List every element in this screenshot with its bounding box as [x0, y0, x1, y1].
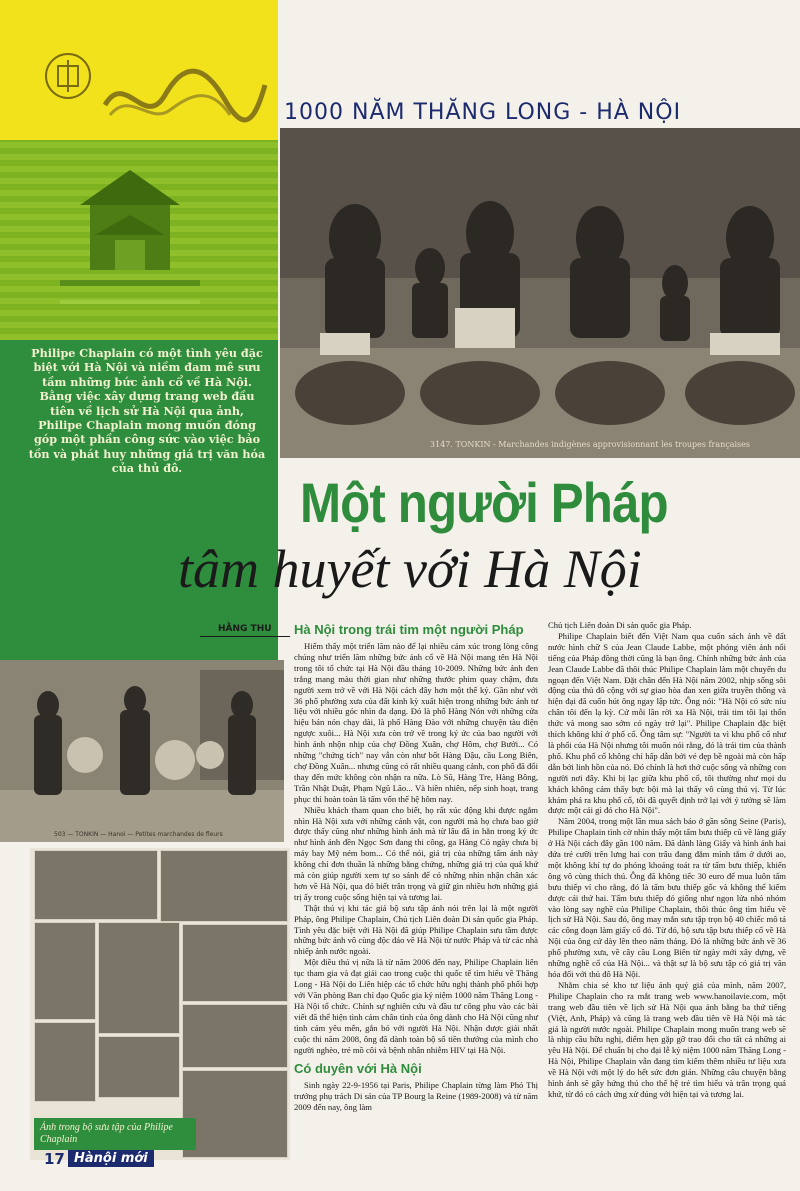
temple-of-literature-image — [60, 160, 200, 330]
author-byline: HẰNG THU — [218, 624, 272, 634]
byline-rule — [200, 636, 290, 637]
collage-caption: Ảnh trong bộ sưu tập của Philipe Chaplain — [34, 1118, 196, 1150]
hanoi-1000-years-logo-icon — [44, 52, 92, 100]
article-paragraph: Một điều thú vị nữa là từ năm 2006 đến nay, Philipe Chaplain liên tục tham gia và đạt giải cao trong cuộc thi quốc tế tìm hiểu về Thăng Long - Hà Nội do Liên hiệp các tổ chức hữu nghị thành phố phối hợp với Văn phòng Ban chỉ đạo Quốc gia kỷ niệm 1000 năm Thăng Long - Hà Nội tổ chức. Chính sự nghiên cứu và đầu tư công phu vào các bài viết đã thể hiện tình cảm chân tình của ông dành cho Hà Nội cũng như tình cảm yêu mến, gắn bó với người Hà Nội. Nhận được giải nhất cuộc thi năm 2008, ông đã dành toàn bộ số tiền thưởng của mình cho người nghèo, trẻ mồ côi và bệnh nhân nhiễm HIV tại Hà Nội. — [294, 957, 538, 1055]
collage-photo — [34, 922, 96, 1020]
flowers-photo-caption: 503 — TONKIN — Hanoi — Petites marchandes de fleurs — [54, 831, 223, 838]
collage-photo — [182, 1004, 288, 1068]
postcard-collage — [30, 848, 290, 1160]
headline-line-2: tâm huyết với Hà Nội — [178, 539, 642, 599]
collage-photo — [182, 1070, 288, 1158]
article-column-1 — [294, 620, 538, 1113]
article-paragraph: Năm 2004, trong một lần mua sách báo ở gần sông Seine (Paris), Philipe Chaplain tình cờ nhìn thấy một tấm bưu thiếp cũ về làng giấy ở Hà Nội cách đây gần 100 năm. Đã dành làng Giấy và hình ảnh hai đứa trẻ cưỡi trên lưng hai con trâu đang đắm mình tắm ở dưới ao, một không khí tự do phóng khoáng toát ra từ tấm bưu thiếp, khiến ông vô cùng thích thú. Ông đã không tiếc 30 euro để mua luôn tấm bưu thiếp ví cho rằng, đó là tấm bưu thiếp gốc và không thể kiếm được cái thứ hai. Tấm bưu thiếp đó giống như ngọn lửa nhỏ nhóm vào lòng say nghề của Philipe Chaplain, thôi thúc ông tìm hiểu về lịch sử Hà Nội. Sau đó, ông may mắn sưu tập trọn bộ 40 chiếc mô tả các công đoạn làm giấy cổ đó. Từ đó, bộ sưu tập bưu thiếp cổ về Hà Nội của ông cứ dày lên theo năm tháng. Đó là những bức ảnh về 36 phố phường xưa, về cây cầu Long Biên từ ngày mới xây dựng, về những nghề cổ của Hà Nội... và thật sự là bộ sưu tập có giá trị văn hóa đối với thủ đô Hà Nội. — [548, 816, 786, 979]
collage-photo — [160, 850, 288, 922]
section-heading: Hà Nội trong trái tim một người Pháp — [294, 622, 524, 637]
collage-photo — [98, 1036, 180, 1098]
article-paragraph: Hiếm thấy một triển lãm nào để lại nhiều cảm xúc trong lòng công chúng như triển lãm những bức ảnh cổ về Hà Nội mang tên Hà Nội trong tôi tổ chức tại Hà Nội đầu tháng 10-2009. Những bức ảnh đen trắng mang màu thời gian như những thước phim quay chậm, đưa người xem trở về với Hà Nội cách đây hơn một thế kỷ. Gần như với 36 phố phường xưa của đất kinh kỳ xuất hiện trong những bức ảnh tư liệu với nhiều góc nhìn đa dạng. Đó là phố Hàng Nón với những cửa hiệu bán nón chạy dài, là phố Hàng Đào với những chuyện tàu điện ngược xuôi... Hà Nội xưa còn trở về trong ký ức của bao người với hình ảnh nhộn nhịp của chợ Đồng Xuân, chợ Hôm, chợ Bưởi... Có những "chứng tích" nay vẫn còn như bốt Hàng Đậu, cầu Long Biên, chợ Đồng Xuân... nhưng cũng có rất nhiều quang cảnh, con phố đã đổi thay đến mức không còn nhận ra nữa. Lò Sũ, Hàng Tre, Hàng Bông, Trần Nhật Duật, Phạm Ngũ Lão... Và hiền nhiên, nếp sinh hoạt, trang phục thì hoàn toàn là tấm vốn thế hệ hôm nay. — [294, 641, 538, 804]
collage-photo — [182, 924, 288, 1002]
section-heading: Có duyên với Hà Nội — [294, 1061, 422, 1077]
page-number: 17 — [44, 1150, 65, 1168]
intro-paragraph: Philipe Chaplain có một tình yêu đặc biệt với Hà Nội và niềm đam mê sưu tầm những bức ảnh cổ về Hà Nội. Bằng việc xây dựng trang web đầu tiên về lịch sử Hà Nội qua ảnh, Philipe Chaplain mong muốn đóng góp một phần công sức vào việc bảo tồn và phát huy những giá trị văn hóa của thủ đô. — [28, 346, 266, 476]
headline-line-1: Một người Pháp — [300, 471, 668, 534]
main-photo-caption: 3147. TONKIN - Marchandes indigènes approvisionnant les troupes françaises — [430, 440, 750, 449]
article-paragraph: Thật thú vị khi tác giả bộ sưu tập ảnh nói trên lại là một người Pháp, ông Philipe Chaplain, Chủ tịch Liên đoàn Di sản quốc gia Pháp. Tình yêu đặc biệt với Hà Nội đã giúp Philipe Chaplain sưu tầm được những bức ảnh vô cùng độc đáo về Hà Nội từ nước Pháp và từ các nhà nhiếp ảnh nước ngoài. — [294, 902, 538, 957]
article-paragraph: Philipe Chaplain biết đến Việt Nam qua cuốn sách ảnh về đất nước hình chữ S của Jean Claude Labbe, một phóng viên ảnh nổi tiếng của Pháp đồng thời cũng là bạn ông. Chính những bức ảnh của Jean Claude Labbe đã thôi thúc Philipe Chaplain làm một chuyến du ngoạn đến Việt Nam. Đặt chân đến Hà Nội năm 2002, nhịp sống sôi động của thủ đô cộng với sự giao hòa đan xen giữa truyền thống và hiện đại đã cuốn hút ông ngay lập tức. Ông nói: "Hà Nội có sức níu chân tôi đến lạ kỳ. Cứ mỗi lần rời xa Hà Nội, trái tim tôi lại thổn thức và mong sao sớm có ngày trở lại". Philipe Chaplain đặc biệt thích không khí ở phố cổ. Ông tâm sự: "Người ta vì khu phố cổ như là phổi của Hà Nội nhưng tôi muốn nói rằng, đó là trái tim của thành phố. Khu phố cổ không chỉ hấp dẫn bởi vẻ đẹp bề ngoài mà còn hấp dẫn bởi linh hồn của nó. Đó chính là hơi thở cuộc sống và những con người nơi đây. Khi bị lạc giữa khu phố cổ, tôi thường như mọi du khách không cảm thấy bực bội mà lại thấy vô cùng thú vị. Từ lúc khám phá ra khu phố cổ, tôi đã quyết định trở lại với ý tưởng sẽ làm được một cái gì đó cho Hà Nội". — [548, 630, 786, 816]
series-title: 1000 NĂM THĂNG LONG - HÀ NỘI — [284, 100, 682, 125]
article-paragraph: Nhiều khách tham quan cho biết, họ rất xúc động khi được ngắm nhìn Hà Nội xưa với những cảnh vật, con người mà họ chưa bao giờ được thấy cũng như những hình ảnh mà từ lâu đã in hằn trong ký ức như hình ảnh đền Ngọc Sơn đang thi công, ga Hàng Cỏ ngày chưa bị máy bay Mỹ ném bom... Có thể nói, giá trị của những tấm ảnh này không chỉ đơn thuần là những bằng chứng, những giá trị của quá khứ mà còn giúp người xem tự so sánh để có những nhìn nhận chân xác hơn về Hà Nội, qua đó biết trân trọng và giữ gìn nhiều hơn những giá trị ấy trong cuộc sống hiện tại và tương lai. — [294, 804, 538, 902]
flower-sellers-photo — [0, 660, 284, 842]
collage-photo — [34, 1022, 96, 1102]
article-paragraph: Sinh ngày 22-9-1956 tại Paris, Philipe Chaplain từng làm Phó Thị trưởng phụ trách Di sản của TP Bourg la Reine (1989-2008) và từ năm 2009 đến nay, ông làm — [294, 1080, 538, 1113]
dragon-ornament-icon — [100, 60, 270, 130]
collage-photo — [34, 850, 158, 920]
article-paragraph: Chủ tịch Liên đoàn Di sản quốc gia Pháp. — [548, 620, 692, 630]
magazine-logo: Hànội mới — [68, 1150, 154, 1167]
article-paragraph: Nhằm chia sẻ kho tư liệu ảnh quý giá của mình, năm 2007, Philipe Chaplain cho ra mắt trang web www.hanoilavie.com, một trang web đầu tiên về lịch sử Hà Nội qua ảnh bằng ba thứ tiếng (Việt, Anh, Pháp) và cũng là trang web đầu tiên về Hà Nội mà tác giả là người nước ngoài. Philipe Chaplain mong muốn trang web sẽ là nhịp cầu hữu nghị, điểm hẹn gặp gỡ trao đổi cho tất cả những ai yêu Hà Nội. Để chuẩn bị cho đại lễ kỷ niệm 1000 năm Thăng Long - Hà Nội, Philipe Chaplain vẫn đang tìm kiếm thêm nhiều tư liệu xưa về Hà Nội với một lý do hết sức đơn giản. Những câu chuyện bằng hình ảnh sẽ gây hứng thú cho thế hệ trẻ tìm hiểu và trân trọng quá khứ, từ đó có cách ứng xử đúng với hiện tại và tương lai. — [548, 979, 786, 1099]
temple-photo-band — [0, 140, 278, 340]
collage-photo — [98, 922, 180, 1034]
vendors-historic-photo — [280, 128, 800, 458]
article-column-2 — [548, 620, 786, 1100]
